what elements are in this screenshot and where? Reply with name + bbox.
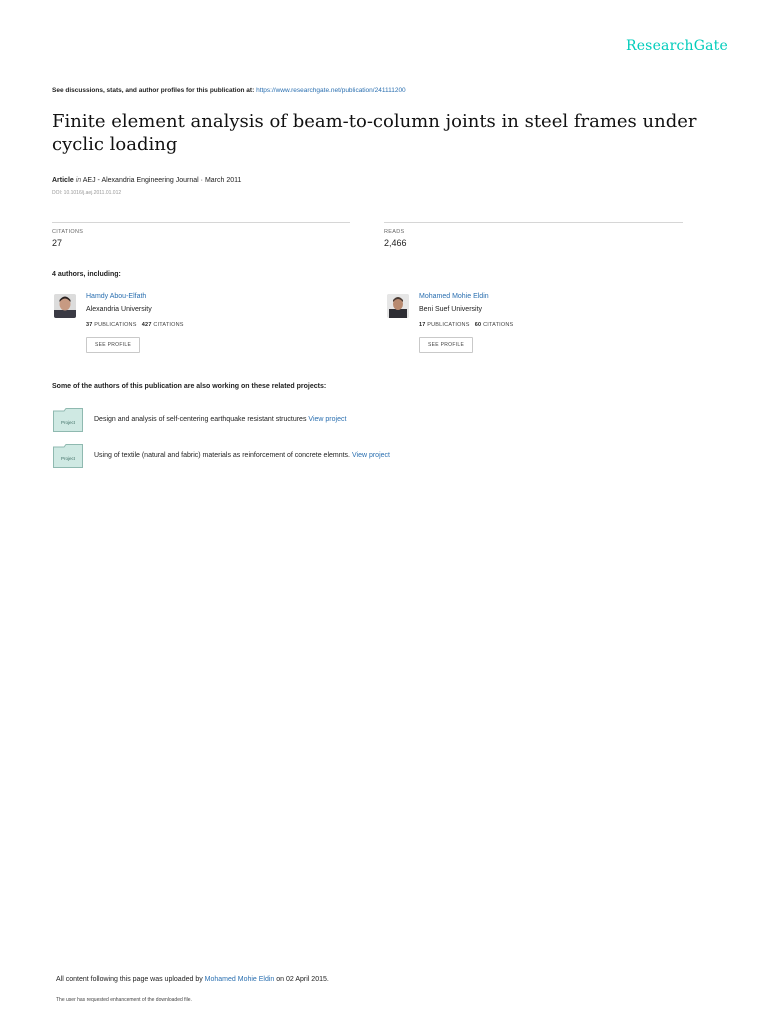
projects-heading: Some of the authors of this publication are also working on these related projects: <box>52 383 327 390</box>
uploader-link[interactable]: Mohamed Mohie Eldin <box>204 976 275 983</box>
publication-info-line <box>52 87 406 94</box>
citations-divider <box>52 222 350 223</box>
author-publications-label: PUBLICATIONS <box>94 322 137 328</box>
publication-type: Article <box>52 177 74 184</box>
journal-name: AEJ - Alexandria Engineering Journal · March 2011 <box>82 177 242 184</box>
upload-suffix: on 02 April 2015. <box>276 976 329 983</box>
author-photo-icon <box>387 294 409 318</box>
author-name-link[interactable]: Hamdy Abou-Elfath <box>86 293 147 300</box>
project-title: Design and analysis of self-centering earthquake resistant structures <box>94 416 307 423</box>
project-icon-label: Project <box>60 420 76 425</box>
author-publications-count: 37 <box>86 322 93 328</box>
author-stats <box>419 322 513 328</box>
author-name-link[interactable]: Mohamed Mohie Eldin <box>419 293 489 300</box>
publication-title: Finite element analysis of beam-to-column joints in steel frames under cyclic loading <box>52 111 697 155</box>
author-citations-count: 427 <box>141 322 152 328</box>
publication-url-link[interactable]: https://www.researchgate.net/publication/241111200 <box>256 87 406 94</box>
project-item <box>94 452 390 459</box>
project-item <box>94 416 346 423</box>
view-project-link[interactable]: View project <box>351 452 390 459</box>
publication-in: in <box>75 177 82 184</box>
publication-info-text: See discussions, stats, and author profiles for this publication at: <box>52 87 255 94</box>
author-photo-icon <box>54 294 76 318</box>
citations-value: 27 <box>52 238 63 248</box>
author-publications-count: 17 <box>419 322 426 328</box>
reads-divider <box>384 222 683 223</box>
reads-label: READS <box>384 229 405 235</box>
enhancement-note: The user has requested enhancement of the downloaded file. <box>56 997 192 1003</box>
author-affiliation: Alexandria University <box>86 306 152 313</box>
author-citations-label: CITATIONS <box>483 322 514 328</box>
doi: DOI: 10.1016/j.aej.2011.01.012 <box>52 190 122 196</box>
upload-prefix: All content following this page was uploaded by <box>56 976 203 983</box>
author-citations-label: CITATIONS <box>153 322 184 328</box>
avatar[interactable] <box>387 294 409 318</box>
see-profile-button[interactable]: SEE PROFILE <box>86 337 140 353</box>
project-folder-icon[interactable] <box>53 408 83 432</box>
authors-heading: 4 authors, including: <box>52 271 121 278</box>
see-profile-button[interactable]: SEE PROFILE <box>419 337 473 353</box>
publication-meta <box>52 177 241 184</box>
reads-value: 2,466 <box>384 238 407 248</box>
upload-note <box>56 976 329 983</box>
project-title: Using of textile (natural and fabric) materials as reinforcement of concrete elemnts. <box>94 452 351 459</box>
author-citations-count: 60 <box>474 322 482 328</box>
view-project-link[interactable]: View project <box>308 416 347 423</box>
author-publications-label: PUBLICATIONS <box>427 322 470 328</box>
researchgate-logo[interactable]: ResearchGate <box>625 38 728 54</box>
author-stats <box>86 322 184 328</box>
project-folder-icon[interactable] <box>53 444 83 468</box>
avatar[interactable] <box>54 294 76 318</box>
citations-label: CITATIONS <box>52 229 84 235</box>
project-icon-label: Project <box>60 456 76 461</box>
author-affiliation: Beni Suef University <box>419 306 483 313</box>
